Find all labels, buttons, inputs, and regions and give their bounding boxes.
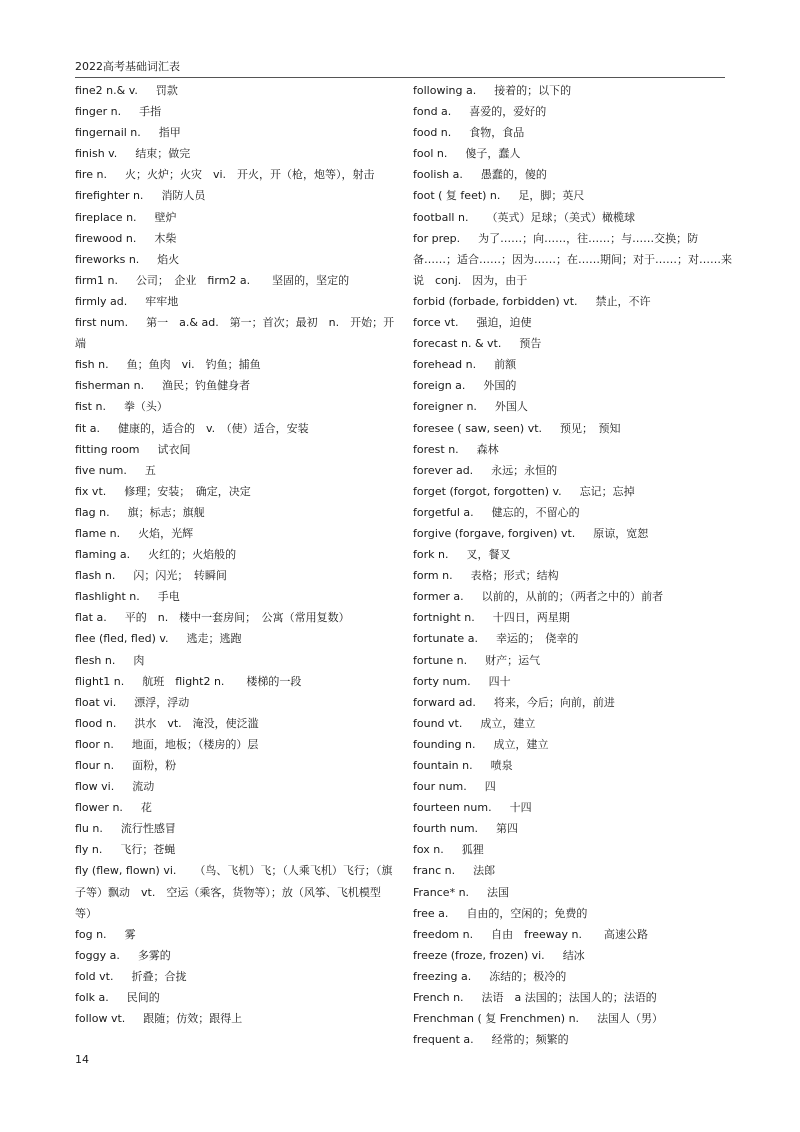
vocab-definition: 渔民；钓鱼健身者 bbox=[162, 379, 251, 393]
vocab-definition: 指甲 bbox=[158, 126, 181, 140]
vocab-definition: 财产；运气 bbox=[485, 653, 541, 667]
vocab-definition: 火焰，光辉 bbox=[138, 526, 194, 540]
vocab-word: firewood n. bbox=[75, 231, 137, 245]
vocab-definition: 公司； 企业 firm2 a. 坚固的，坚定的 bbox=[135, 273, 350, 287]
vocab-entry bbox=[75, 481, 395, 502]
vocab-entry bbox=[75, 987, 395, 1008]
vocab-definition: 结冰 bbox=[562, 948, 585, 962]
vocab-word: fog n. bbox=[75, 927, 107, 941]
vocab-word: forgetful a. bbox=[413, 505, 474, 519]
vocab-word: fold vt. bbox=[75, 969, 114, 983]
vocab-entry bbox=[75, 776, 395, 797]
vocab-definition: 多雾的 bbox=[137, 948, 171, 962]
vocab-definition: 修理；安装； 确定，决定 bbox=[124, 484, 251, 498]
vocab-word: flood n. bbox=[75, 716, 117, 730]
vocab-definition: 平的 n. 楼中一套房间； 公寓（常用复数） bbox=[124, 611, 350, 625]
vocab-definition: 法国 bbox=[487, 885, 510, 899]
vocab-word: fly (flew, flown) vi. bbox=[75, 864, 177, 878]
vocab-word: former a. bbox=[413, 590, 464, 604]
vocab-definition: 四 bbox=[484, 780, 496, 794]
vocab-definition: 四十 bbox=[488, 674, 511, 688]
vocab-word: flaming a. bbox=[75, 548, 131, 562]
vocab-word: fire n. bbox=[75, 168, 107, 182]
vocab-definition: 森林 bbox=[476, 442, 499, 456]
vocab-definition: 五 bbox=[144, 463, 156, 477]
vocab-word: finger n. bbox=[75, 105, 122, 119]
vocab-definition: 禁止，不许 bbox=[595, 294, 651, 308]
vocab-entry bbox=[413, 818, 733, 839]
vocab-definition: 为了……；向……，往……；与……交换；防备……；适合……；因为……；在……期间；对于……；对……来说 conj. 因为，由于 bbox=[413, 231, 732, 287]
vocab-entry bbox=[75, 291, 395, 312]
vocab-definition: 狐狸 bbox=[461, 843, 484, 857]
vocab-entry bbox=[413, 734, 733, 755]
vocab-word: founding n. bbox=[413, 737, 476, 751]
vocab-definition: 火；火炉；火灾 vi. 开火，开（枪，炮等），射击 bbox=[124, 168, 375, 182]
vocab-entry bbox=[75, 607, 395, 628]
vocab-word: fit a. bbox=[75, 421, 100, 435]
vocab-definition: 成立，建立 bbox=[480, 716, 536, 730]
vocab-word: following a. bbox=[413, 84, 477, 97]
vocab-definition: 结束；做完 bbox=[135, 147, 191, 161]
vocab-word: fox n. bbox=[413, 843, 444, 857]
vocab-entry bbox=[75, 544, 395, 565]
vocab-entry bbox=[413, 101, 733, 122]
vocab-definition: 鱼；鱼肉 vi. 钓鱼；捕鱼 bbox=[126, 358, 261, 372]
vocab-entry bbox=[75, 713, 395, 734]
vocab-definition: 牢牢地 bbox=[145, 294, 179, 308]
vocab-definition: 洪水 vt. 淹没，使泛滥 bbox=[134, 716, 259, 730]
vocab-definition: 强迫，迫使 bbox=[476, 316, 532, 330]
vocab-entry bbox=[413, 439, 733, 460]
vocab-entry bbox=[75, 755, 395, 776]
vocab-entry bbox=[75, 228, 395, 249]
vocab-definition: 将来，今后；向前，前进 bbox=[493, 695, 615, 709]
vocab-definition: 罚款 bbox=[155, 84, 178, 97]
vocab-word: follow vt. bbox=[75, 1012, 126, 1026]
vocab-word: form n. bbox=[413, 569, 453, 583]
vocab-entry bbox=[75, 797, 395, 818]
vocab-definition: 成立，建立 bbox=[493, 737, 549, 751]
vocab-definition: 法郎 bbox=[473, 864, 496, 878]
vocab-word: flour n. bbox=[75, 759, 115, 772]
vocab-definition: 愚蠢的，傻的 bbox=[480, 168, 547, 182]
vocab-word: fireplace n. bbox=[75, 210, 137, 224]
vocab-word: flee (fled, fled) v. bbox=[75, 632, 169, 646]
vocab-entry bbox=[413, 607, 733, 628]
vocab-definition: 地面，地板；（楼房的）层 bbox=[131, 737, 259, 751]
vocab-definition: 自由的，空闲的；免费的 bbox=[466, 906, 588, 920]
vocab-entry bbox=[413, 375, 733, 396]
vocab-definition: 健康的，适合的 v. （使）适合，安装 bbox=[117, 421, 309, 435]
vocab-word: freeze (froze, frozen) vi. bbox=[413, 948, 545, 962]
vocab-word: folk a. bbox=[75, 991, 109, 1005]
vocab-word: flu n. bbox=[75, 822, 103, 836]
vocab-word: first num. bbox=[75, 316, 129, 330]
vocab-entry bbox=[75, 502, 395, 523]
vocab-definition: 接着的；以下的 bbox=[494, 84, 572, 97]
vocab-column-left bbox=[75, 80, 395, 1029]
vocab-definition: 木柴 bbox=[154, 231, 177, 245]
vocab-entry bbox=[413, 333, 733, 354]
vocab-entry bbox=[75, 80, 395, 101]
vocab-word: fork n. bbox=[413, 548, 449, 562]
vocab-entry bbox=[413, 903, 733, 924]
vocab-word: fine2 n.& v. bbox=[75, 84, 138, 97]
vocab-entry bbox=[75, 945, 395, 966]
vocab-word: fortnight n. bbox=[413, 611, 475, 625]
vocab-entry bbox=[413, 860, 733, 881]
vocab-definition: 民间的 bbox=[126, 991, 160, 1005]
vocab-column-right bbox=[413, 80, 733, 1050]
vocab-word: Frenchman ( 复 Frenchmen) n. bbox=[413, 1012, 580, 1026]
vocab-entry bbox=[75, 692, 395, 713]
vocab-word: firefighter n. bbox=[75, 189, 144, 203]
vocab-word: free a. bbox=[413, 906, 449, 920]
vocab-entry bbox=[413, 882, 733, 903]
vocab-definition: 前额 bbox=[494, 358, 517, 372]
vocab-word: found vt. bbox=[413, 716, 463, 730]
vocab-definition: 肉 bbox=[133, 653, 145, 667]
vocab-entry bbox=[75, 924, 395, 945]
vocab-definition: 叉，餐叉 bbox=[466, 548, 511, 562]
vocab-definition: 十四 bbox=[509, 801, 532, 815]
vocab-word: float vi. bbox=[75, 695, 117, 709]
vocab-entry bbox=[413, 839, 733, 860]
vocab-word: five num. bbox=[75, 463, 127, 477]
vocab-entry bbox=[75, 143, 395, 164]
vocab-word: fisherman n. bbox=[75, 379, 145, 393]
vocab-definition: 飞行；苍蝇 bbox=[120, 843, 176, 857]
vocab-word: food n. bbox=[413, 126, 452, 140]
vocab-entry bbox=[413, 354, 733, 375]
vocab-word: flag n. bbox=[75, 505, 110, 519]
page-number: 14 bbox=[75, 1053, 89, 1066]
vocab-entry bbox=[75, 418, 395, 439]
vocab-word: foolish a. bbox=[413, 168, 463, 182]
vocab-word: fond a. bbox=[413, 105, 452, 119]
vocab-entry bbox=[75, 207, 395, 228]
vocab-word: fly n. bbox=[75, 843, 103, 857]
vocab-definition: 足，脚；英尺 bbox=[518, 189, 585, 203]
vocab-word: flight1 n. bbox=[75, 674, 125, 688]
vocab-definition: 健忘的，不留心的 bbox=[491, 505, 580, 519]
vocab-definition: 花 bbox=[140, 801, 152, 815]
vocab-entry bbox=[413, 755, 733, 776]
vocab-word: forgive (forgave, forgiven) vt. bbox=[413, 526, 576, 540]
vocab-entry bbox=[75, 249, 395, 270]
vocab-entry bbox=[413, 523, 733, 544]
vocab-word: foresee ( saw, seen) vt. bbox=[413, 421, 543, 435]
vocab-word: four num. bbox=[413, 780, 467, 794]
vocab-definition: 跟随；仿效；跟得上 bbox=[143, 1012, 243, 1026]
vocab-definition: 以前的，从前的；（两者之中的）前者 bbox=[481, 590, 664, 604]
vocab-definition: 火红的；火焰般的 bbox=[148, 548, 237, 562]
vocab-entry bbox=[75, 966, 395, 987]
vocab-word: frequent a. bbox=[413, 1033, 474, 1047]
vocab-entry bbox=[413, 966, 733, 987]
vocab-entry bbox=[413, 924, 733, 945]
vocab-entry bbox=[413, 143, 733, 164]
vocab-word: franc n. bbox=[413, 864, 456, 878]
vocab-word: firm1 n. bbox=[75, 273, 118, 287]
vocab-definition: 流行性感冒 bbox=[120, 822, 176, 836]
vocab-definition: 壁炉 bbox=[154, 210, 177, 224]
vocab-entry bbox=[413, 80, 733, 101]
vocab-definition: 航班 flight2 n. 楼梯的一段 bbox=[142, 674, 302, 688]
vocab-entry bbox=[75, 734, 395, 755]
vocab-entry bbox=[413, 1029, 733, 1050]
vocab-definition: 流动 bbox=[132, 780, 155, 794]
vocab-entry bbox=[413, 671, 733, 692]
vocab-entry bbox=[75, 460, 395, 481]
vocab-entry bbox=[413, 650, 733, 671]
vocab-definition: （英式）足球；（美式）橄榄球 bbox=[486, 210, 635, 224]
vocab-word: forever ad. bbox=[413, 463, 474, 477]
vocab-word: force vt. bbox=[413, 316, 459, 330]
vocab-word: flashlight n. bbox=[75, 590, 140, 604]
vocab-definition: 预见； 预知 bbox=[560, 421, 621, 435]
vocab-entry bbox=[413, 460, 733, 481]
vocab-word: freedom n. bbox=[413, 927, 474, 941]
vocab-word: forward ad. bbox=[413, 695, 476, 709]
vocab-definition: （鸟、飞机）飞；（人乘飞机）飞行；（旗子等）飘动 vt. 空运（乘客，货物等）；放（风筝、飞机模型等） bbox=[75, 864, 393, 920]
vocab-entry bbox=[413, 628, 733, 649]
vocab-word: fist n. bbox=[75, 400, 106, 414]
vocab-word: fish n. bbox=[75, 358, 109, 372]
vocab-definition: 漂浮，浮动 bbox=[134, 695, 190, 709]
vocab-entry bbox=[75, 354, 395, 375]
vocab-entry bbox=[75, 396, 395, 417]
vocab-entry bbox=[413, 122, 733, 143]
vocab-word: France* n. bbox=[413, 885, 470, 899]
vocab-entry bbox=[75, 375, 395, 396]
vocab-word: for prep. bbox=[413, 231, 461, 245]
vocab-entry bbox=[75, 628, 395, 649]
vocab-word: finish v. bbox=[75, 147, 118, 161]
vocab-word: foreign a. bbox=[413, 379, 466, 393]
vocab-definition: 雾 bbox=[124, 927, 136, 941]
vocab-definition: 十四日，两星期 bbox=[492, 611, 570, 625]
vocab-word: fourteen num. bbox=[413, 801, 492, 815]
vocab-entry bbox=[413, 692, 733, 713]
vocab-entry bbox=[75, 1008, 395, 1029]
vocab-word: flat a. bbox=[75, 611, 107, 625]
vocab-entry bbox=[75, 818, 395, 839]
vocab-definition: 第一 a.& ad. 第一；首次；最初 n. 开始；开端 bbox=[75, 316, 395, 351]
vocab-word: forest n. bbox=[413, 442, 459, 456]
vocab-definition: 折叠；合拢 bbox=[131, 969, 187, 983]
vocab-word: forty num. bbox=[413, 674, 471, 688]
vocab-word: flame n. bbox=[75, 526, 121, 540]
vocab-word: forget (forgot, forgotten) v. bbox=[413, 484, 562, 498]
vocab-word: French n. bbox=[413, 991, 464, 1005]
vocab-entry bbox=[413, 291, 733, 312]
vocab-entry bbox=[413, 797, 733, 818]
vocab-word: fitting room bbox=[75, 442, 140, 456]
vocab-entry bbox=[413, 713, 733, 734]
vocab-definition: 第四 bbox=[496, 822, 519, 836]
vocab-entry bbox=[75, 671, 395, 692]
vocab-entry bbox=[413, 502, 733, 523]
vocab-entry bbox=[413, 586, 733, 607]
vocab-word: foreigner n. bbox=[413, 400, 477, 414]
vocab-word: floor n. bbox=[75, 737, 114, 751]
vocab-definition: 喜爱的，爱好的 bbox=[469, 105, 547, 119]
vocab-word: flow vi. bbox=[75, 780, 115, 794]
vocab-word: fool n. bbox=[413, 147, 448, 161]
vocab-entry bbox=[75, 860, 395, 923]
vocab-definition: 旗；标志；旗舰 bbox=[127, 505, 205, 519]
vocab-definition: 幸运的； 侥幸的 bbox=[495, 632, 579, 646]
vocab-word: forbid (forbade, forbidden) vt. bbox=[413, 294, 578, 308]
vocab-definition: 表格；形式；结构 bbox=[470, 569, 559, 583]
vocab-entry bbox=[413, 481, 733, 502]
vocab-definition: 傻子，蠢人 bbox=[465, 147, 521, 161]
vocab-entry bbox=[413, 164, 733, 185]
vocab-definition: 食物，食品 bbox=[469, 126, 525, 140]
vocab-word: fortune n. bbox=[413, 653, 468, 667]
header-divider bbox=[75, 77, 725, 78]
vocab-entry bbox=[413, 565, 733, 586]
vocab-entry bbox=[75, 439, 395, 460]
vocab-definition: 自由 freeway n. 高速公路 bbox=[491, 927, 648, 941]
vocab-word: fountain n. bbox=[413, 759, 473, 772]
vocab-entry bbox=[75, 565, 395, 586]
vocab-definition: 法国人（男） bbox=[597, 1012, 664, 1026]
vocab-definition: 外国人 bbox=[494, 400, 528, 414]
vocab-word: forehead n. bbox=[413, 358, 477, 372]
vocab-entry bbox=[75, 523, 395, 544]
page-header: 2022高考基础词汇表 bbox=[75, 60, 180, 73]
vocab-entry bbox=[413, 1008, 733, 1029]
vocab-entry bbox=[75, 164, 395, 185]
vocab-entry bbox=[75, 650, 395, 671]
vocab-entry bbox=[413, 185, 733, 206]
vocab-word: fireworks n. bbox=[75, 252, 140, 266]
vocab-entry bbox=[75, 586, 395, 607]
vocab-entry bbox=[75, 122, 395, 143]
vocab-definition: 面粉，粉 bbox=[132, 759, 177, 772]
vocab-word: fourth num. bbox=[413, 822, 479, 836]
vocab-definition: 手电 bbox=[157, 590, 180, 604]
vocab-definition: 经常的；频繁的 bbox=[491, 1033, 569, 1047]
vocab-entry bbox=[413, 418, 733, 439]
vocab-entry bbox=[413, 544, 733, 565]
vocab-word: football n. bbox=[413, 210, 469, 224]
vocab-definition: 冻结的；极冷的 bbox=[489, 969, 567, 983]
vocab-word: flesh n. bbox=[75, 653, 116, 667]
vocab-definition: 拳（头） bbox=[123, 400, 168, 414]
vocab-entry bbox=[75, 312, 395, 354]
vocab-definition: 手指 bbox=[139, 105, 162, 119]
vocab-definition: 永远；永恒的 bbox=[491, 463, 558, 477]
vocab-definition: 闪；闪光； 转瞬间 bbox=[133, 569, 227, 583]
vocab-definition: 预告 bbox=[519, 337, 542, 351]
vocab-entry bbox=[413, 228, 733, 291]
vocab-definition: 消防人员 bbox=[161, 189, 206, 203]
vocab-entry bbox=[413, 207, 733, 228]
vocab-definition: 外国的 bbox=[483, 379, 517, 393]
vocab-word: firmly ad. bbox=[75, 294, 128, 308]
vocab-word: flash n. bbox=[75, 569, 116, 583]
vocab-entry bbox=[413, 776, 733, 797]
vocab-word: forecast n. & vt. bbox=[413, 337, 502, 351]
vocab-word: foot ( 复 feet) n. bbox=[413, 189, 501, 203]
vocab-word: foggy a. bbox=[75, 948, 120, 962]
vocab-entry bbox=[413, 987, 733, 1008]
vocab-entry bbox=[75, 270, 395, 291]
vocab-word: fix vt. bbox=[75, 484, 107, 498]
vocab-word: flower n. bbox=[75, 801, 123, 815]
vocab-definition: 焰火 bbox=[157, 252, 180, 266]
vocab-entry bbox=[413, 945, 733, 966]
vocab-word: freezing a. bbox=[413, 969, 472, 983]
vocab-definition: 逃走；逃跑 bbox=[186, 632, 242, 646]
vocab-definition: 原谅，宽恕 bbox=[593, 526, 649, 540]
vocab-entry bbox=[413, 396, 733, 417]
vocab-definition: 法语 a 法国的；法国人的；法语的 bbox=[481, 991, 657, 1005]
vocab-definition: 喷泉 bbox=[490, 759, 513, 772]
vocab-entry bbox=[413, 312, 733, 333]
vocab-entry bbox=[75, 185, 395, 206]
vocab-entry bbox=[75, 839, 395, 860]
vocab-word: fingernail n. bbox=[75, 126, 141, 140]
vocab-entry bbox=[75, 101, 395, 122]
vocab-word: fortunate a. bbox=[413, 632, 478, 646]
vocab-definition: 试衣间 bbox=[157, 442, 191, 456]
vocab-definition: 忘记；忘掉 bbox=[579, 484, 635, 498]
